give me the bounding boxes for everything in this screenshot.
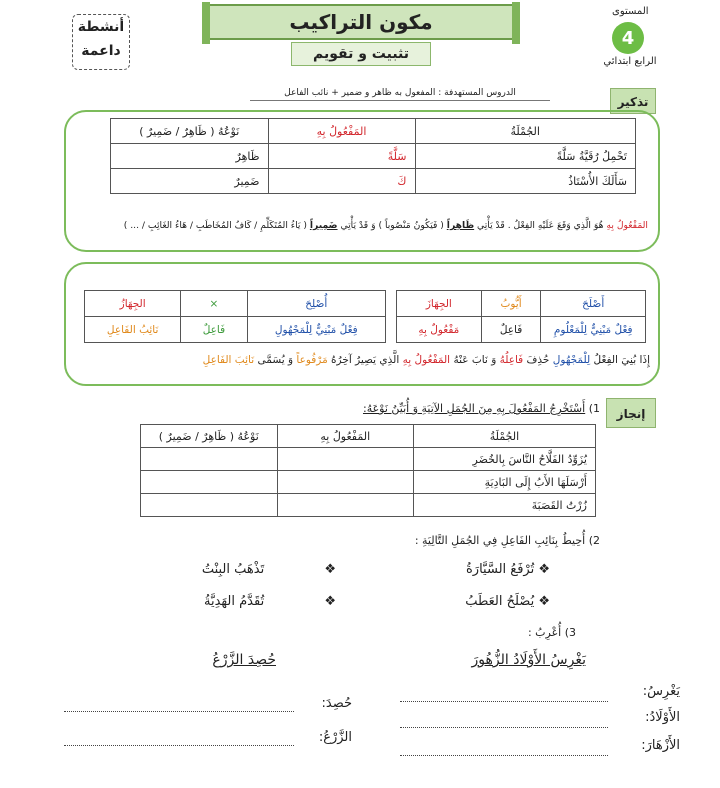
table-header: المَفْعُولُ بِهِ bbox=[277, 425, 414, 448]
rule-deputy-subject: نَائِبَ الفَاعِلِ bbox=[202, 354, 255, 366]
level-label: المستوى bbox=[612, 6, 649, 17]
item-text: يُصْلَحُ العَطَبُ bbox=[465, 594, 535, 609]
answer-line[interactable] bbox=[64, 700, 294, 712]
table-cell: سَأَلَكَ الأُسْتَاذُ bbox=[415, 169, 636, 194]
subtitle: تثبيت و تقويم bbox=[291, 42, 431, 66]
table-row bbox=[141, 448, 596, 471]
table-row bbox=[141, 471, 596, 494]
question-number: 3) bbox=[564, 626, 576, 639]
rule-text: الَّذِي يَصِيرُ آخِرُهُ bbox=[327, 354, 403, 366]
table-row bbox=[141, 425, 596, 448]
table-row bbox=[141, 494, 596, 517]
activities-line2: داعمة bbox=[81, 43, 121, 59]
activities-box bbox=[72, 14, 130, 70]
table-cell: نَائِبُ الفَاعِلِ bbox=[85, 317, 181, 343]
table-cell: سَلَّةً bbox=[268, 144, 415, 169]
item-text: تَذْهَبُ البِنْتُ bbox=[201, 562, 265, 577]
answer-line[interactable] bbox=[64, 734, 294, 746]
list-item bbox=[206, 594, 336, 609]
bullet-icon: ❖ bbox=[538, 594, 550, 609]
table-header: نَوْعُهُ ( ظَاهِرٌ / ضَمِيرٌ ) bbox=[111, 119, 269, 144]
answer-cell[interactable] bbox=[277, 448, 414, 471]
answer-cell[interactable] bbox=[141, 494, 278, 517]
table-cell: زُرْتُ القَصَبَةَ bbox=[414, 494, 596, 517]
def-term: المَفْعُولُ بِهِ bbox=[606, 220, 648, 231]
q1-table bbox=[140, 424, 596, 517]
answer-line[interactable] bbox=[400, 716, 608, 728]
table-cell: فِعْلٌ مَبْنِيٌّ لِلْمَعْلُومِ bbox=[541, 317, 646, 343]
table-cell: فَاعِلٌ bbox=[181, 317, 247, 343]
passive-voice-table bbox=[84, 290, 386, 343]
rule-nominative: مَرْفُوعاً bbox=[296, 354, 328, 366]
parse-label: حُصِدَ: bbox=[321, 696, 352, 711]
table-header: أُصْلِحَ bbox=[247, 291, 385, 317]
question-text: أَسْتَخْرِجُ المَفْعُولَ بِهِ مِنَ الجُمَلِ الآتِيَةِ وَ أُبَيِّنُ نَوْعَهُ: bbox=[362, 402, 586, 415]
list-item bbox=[201, 562, 336, 577]
answer-line[interactable] bbox=[400, 690, 608, 702]
question-text: أُعْرِبُ : bbox=[527, 626, 562, 639]
answer-cell[interactable] bbox=[277, 471, 414, 494]
table-cell bbox=[415, 144, 636, 169]
answer-cell[interactable] bbox=[141, 448, 278, 471]
bullet-icon: ❖ bbox=[324, 594, 336, 609]
table-row bbox=[111, 144, 636, 169]
level-number-badge: 4 bbox=[612, 22, 644, 54]
table-header: أَيُّوبُ bbox=[481, 291, 541, 317]
table-header: نَوْعُهُ ( ظَاهِرٌ / ضَمِيرٌ ) bbox=[141, 425, 278, 448]
table-cell: فَاعِلٌ bbox=[481, 317, 541, 343]
table-row bbox=[397, 317, 646, 343]
question-text: أُحِيطُ بِنَائِبِ الفَاعِلِ فِي الجُمَلِ التَّالِيَةِ : bbox=[414, 534, 586, 547]
level-name: الرابع ابتدائي bbox=[603, 56, 657, 67]
rule-text: إِذَا بُنِيَ الفِعْلُ bbox=[590, 354, 650, 366]
table-header: الجُمْلَةُ bbox=[414, 425, 596, 448]
parse-label: الأَوْلَادُ: bbox=[645, 710, 680, 725]
table-cell: مَفْعُولٌ بِهِ bbox=[397, 317, 482, 343]
def-text: ( فَيَكُونُ مَنْصُوباً ) وَ قَدْ يَأْتِي bbox=[337, 220, 447, 231]
table-row bbox=[85, 291, 386, 317]
answer-line[interactable] bbox=[400, 744, 608, 756]
rule-subject: فَاعِلُهُ bbox=[499, 354, 524, 366]
table-header: أَصْلَحَ bbox=[541, 291, 646, 317]
list-item bbox=[430, 562, 550, 577]
bullet-icon: ❖ bbox=[324, 562, 336, 577]
question-number: 1) bbox=[588, 402, 600, 415]
answer-cell[interactable] bbox=[277, 494, 414, 517]
list-item bbox=[430, 594, 550, 609]
def-pronoun: ضَمِيراً bbox=[309, 220, 338, 231]
parse-sentence-2: حُصِدَ الزَّرْعُ bbox=[212, 652, 276, 668]
component-title: مكون التراكيب bbox=[206, 4, 516, 40]
def-explicit: ظَاهِراً bbox=[446, 220, 475, 231]
table-row bbox=[397, 291, 646, 317]
table-header: الجِهَازَ bbox=[397, 291, 482, 317]
def-text: ( يَاءُ المُتَكَلِّمِ / كَافُ المُخَاطَبِ / هَاءُ الغَائِبِ / ... ) bbox=[123, 220, 310, 231]
def-text: هُوَ الَّذِي وَقَعَ عَلَيْهِ الفِعْلُ . قَدْ يَأْتِي bbox=[474, 220, 607, 231]
question-number: 2) bbox=[588, 534, 600, 547]
table-header: × bbox=[181, 291, 247, 317]
table-row bbox=[85, 317, 386, 343]
table-header: الجُمْلَةُ bbox=[415, 119, 636, 144]
parse-sentence-1: يَغْرِسُ الأَوْلَادُ الزُّهُورَ bbox=[471, 652, 586, 668]
activities-line1: أنشطة bbox=[77, 19, 125, 35]
rule-passive: لِلْمَجْهُولِ bbox=[552, 354, 591, 366]
sentence-text: تَحْمِلُ رُقَيَّةُ سَلَّةً bbox=[556, 149, 627, 163]
passive-rule bbox=[100, 354, 650, 366]
table-row bbox=[111, 119, 636, 144]
table-cell: ظَاهِرٌ bbox=[111, 144, 269, 169]
object-definition bbox=[80, 220, 648, 231]
table-cell: فِعْلٌ مَبْنِيٌّ لِلْمَجْهُولِ bbox=[247, 317, 385, 343]
remind-table bbox=[110, 118, 636, 194]
title-banner bbox=[206, 4, 516, 68]
table-cell: ضَمِيرٌ bbox=[111, 169, 269, 194]
rule-text: وَ يُسَمَّى bbox=[254, 354, 297, 366]
question-3 bbox=[480, 626, 576, 639]
question-1 bbox=[300, 402, 600, 415]
item-text: تُرْفَعُ السَّيَّارَةُ bbox=[466, 562, 535, 577]
answer-cell[interactable] bbox=[141, 471, 278, 494]
target-lessons: الدروس المستهدفة : المفعول به ظاهر و ضمير + نائب الفاعل bbox=[250, 88, 550, 101]
table-cell: يُزَوِّدُ الفَلَّاحُ النَّاسَ بِالخُضَرِ bbox=[414, 448, 596, 471]
rule-object: المَفْعُولُ بِهِ bbox=[402, 354, 451, 366]
rule-text: وَ نَابَ عَنْهُ bbox=[450, 354, 500, 366]
table-cell: أَرْسَلَهَا الأَبُ إِلَى البَادِيَةِ bbox=[414, 471, 596, 494]
parse-label: يَغْرِسُ: bbox=[642, 684, 680, 699]
table-cell: كَ bbox=[268, 169, 415, 194]
active-voice-table bbox=[396, 290, 646, 343]
question-2 bbox=[300, 534, 600, 547]
rule-text: حُذِفَ bbox=[523, 354, 553, 366]
exercises-tag: إنجاز bbox=[606, 398, 656, 428]
parse-label: الزَّرْعُ: bbox=[318, 730, 352, 745]
table-row bbox=[111, 169, 636, 194]
parse-label: الأَزْهَارَ: bbox=[641, 738, 680, 753]
table-header: الجِهَازُ bbox=[85, 291, 181, 317]
table-header: المَفْعُولُ بِهِ bbox=[268, 119, 415, 144]
item-text: تُقَدَّمُ الهَدِيَّةُ bbox=[204, 594, 265, 609]
bullet-icon: ❖ bbox=[538, 562, 550, 577]
remind-tag: تذكير bbox=[610, 88, 656, 114]
